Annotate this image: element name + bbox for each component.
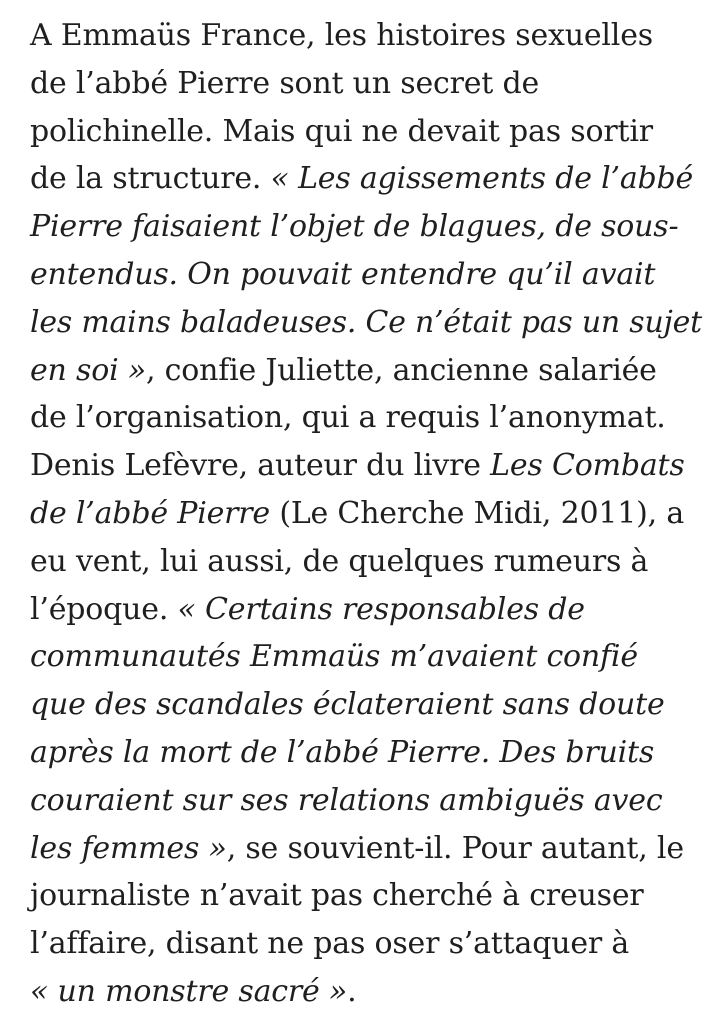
book-title-run: de l’abbé Pierre: [30, 495, 270, 531]
quote-run: que des scandales éclateraient sans doute: [30, 687, 665, 723]
quote-run: couraient sur ses relations ambiguës avec: [30, 782, 663, 818]
text-line: [30, 347, 702, 395]
text-line: [30, 729, 702, 777]
text-run: de l’organisation, qui a requis l’anonymat.: [30, 400, 666, 436]
text-line: [30, 633, 702, 681]
text-run: polichinelle. Mais qui ne devait pas sortir: [30, 113, 653, 149]
text-line: [30, 920, 702, 968]
text-line: [30, 12, 702, 60]
quote-run: Pierre faisaient l’objet de blagues, de sous-: [30, 209, 679, 245]
quote-run: les mains baladeuses. Ce n’était pas un sujet: [30, 304, 702, 340]
text-line: [30, 60, 702, 108]
quote-run: entendus. On pouvait entendre qu’il avait: [30, 256, 656, 292]
text-line: [30, 442, 702, 490]
text-run: l’affaire, disant ne pas oser s’attaquer à: [30, 926, 630, 962]
text-line: [30, 968, 702, 1016]
text-run: .: [347, 973, 357, 1009]
text-line: [30, 825, 702, 873]
text-run: de la structure.: [30, 161, 271, 197]
quote-run: communautés Emmaüs m’avaient confié: [30, 639, 638, 675]
text-line: [30, 777, 702, 825]
text-run: de l’abbé Pierre sont un secret de: [30, 65, 540, 101]
text-run: A Emmaüs France, les histoires sexuelles: [30, 18, 653, 53]
book-title-run: Les Combats: [490, 448, 685, 484]
text-line: [30, 394, 702, 442]
text-line: [30, 155, 702, 203]
text-line: [30, 586, 702, 634]
text-line: [30, 872, 702, 920]
text-line: [30, 251, 702, 299]
quote-run: « un monstre sacré »: [30, 973, 348, 1009]
text-line: [30, 538, 702, 586]
text-line: [30, 490, 702, 538]
quote-run: après la mort de l’abbé Pierre. Des bruits: [30, 734, 655, 770]
text-run: (Le Cherche Midi, 2011), a: [269, 495, 685, 531]
text-line: [30, 681, 702, 729]
quote-run: « Les agissements de l’abbé: [270, 161, 694, 197]
quote-run: en soi »: [30, 352, 146, 388]
quote-run: « Certains responsables de: [177, 591, 585, 627]
text-run: , confie Juliette, ancienne salariée: [145, 352, 657, 388]
text-run: Denis Lefèvre, auteur du livre: [30, 448, 491, 484]
article-paragraph: [30, 12, 702, 1016]
quote-run: les femmes »: [30, 830, 227, 866]
text-line: [30, 203, 702, 251]
text-line: [30, 299, 700, 347]
text-run: l’époque.: [30, 591, 178, 627]
text-line: [30, 108, 702, 156]
text-run: eu vent, lui aussi, de quelques rumeurs à: [30, 543, 649, 579]
text-run: journaliste n’avait pas cherché à creuser: [30, 878, 644, 914]
text-run: , se souvient-il. Pour autant, le: [226, 830, 684, 866]
